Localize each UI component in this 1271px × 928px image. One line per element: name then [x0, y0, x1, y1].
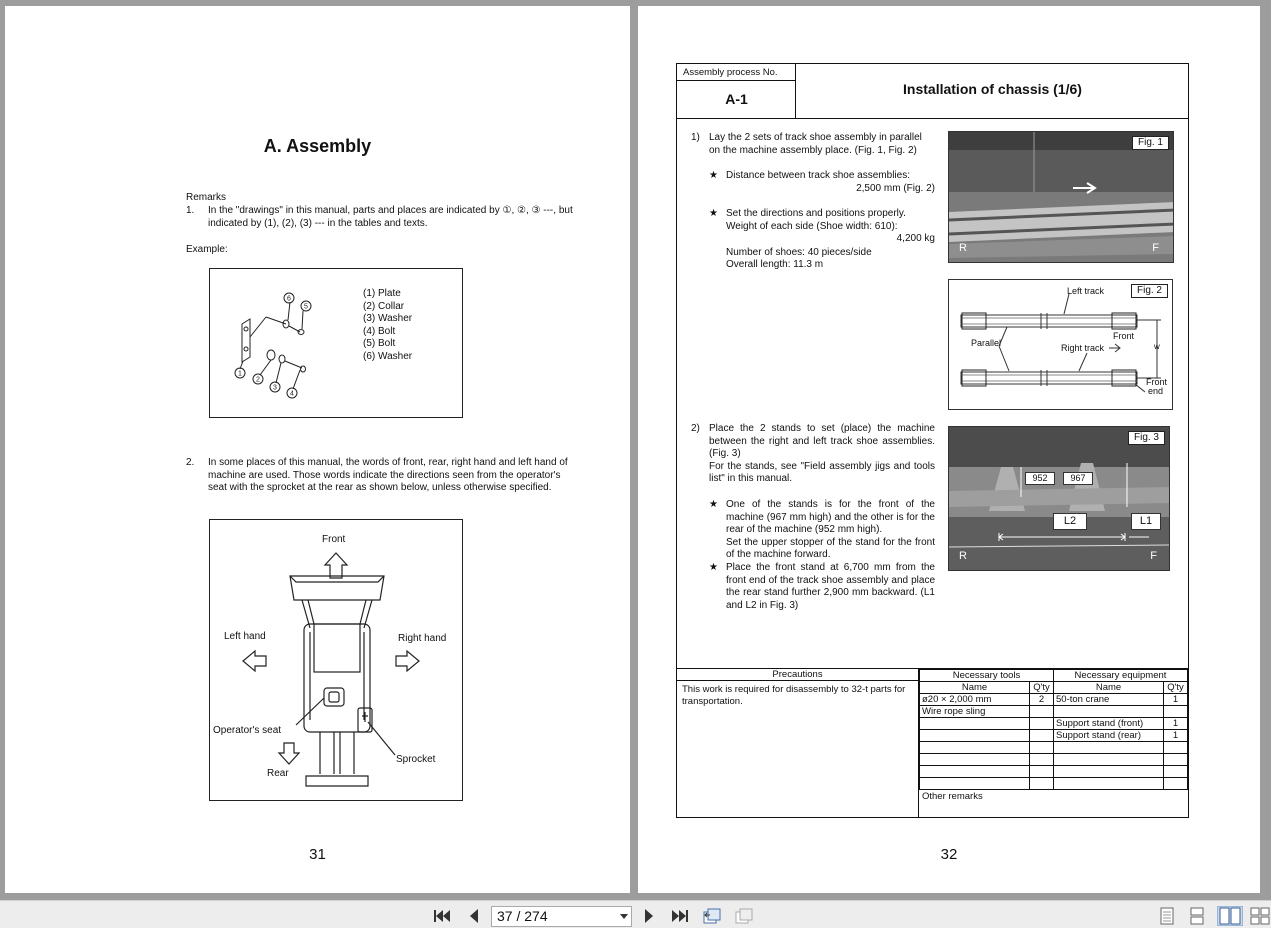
col-qty: Q'ty: [1030, 682, 1054, 694]
continuous-facing-icon: [1250, 907, 1270, 925]
table-row: [920, 694, 1188, 706]
col-name: Name: [1054, 682, 1164, 694]
step-1-note-1: [709, 170, 935, 195]
step-2-note-2: [709, 562, 935, 612]
last-page-icon: [671, 908, 689, 924]
process-number-cell: [677, 64, 796, 118]
continuous-facing-view-button[interactable]: [1250, 906, 1270, 926]
tool-name: ø20 × 2,000 mm: [920, 694, 1030, 706]
parts-drawing: [210, 269, 360, 417]
equipment-qty: [1164, 778, 1188, 790]
tool-qty: [1030, 730, 1054, 742]
l1-label: L1: [1131, 513, 1161, 530]
tool-qty: 2: [1030, 694, 1054, 706]
requirements-table: [919, 669, 1188, 790]
fig-1-label: Fig. 1: [1132, 136, 1169, 150]
first-page-icon: [433, 908, 451, 924]
equipment-name: [1054, 754, 1164, 766]
process-title: Installation of chassis (1/6): [903, 81, 1082, 97]
last-page-button[interactable]: [670, 906, 690, 926]
step-text: Lay the 2 sets of track shoe assembly in parallel on the machine assembly place. (Fig. 1, Fig. 2): [709, 132, 922, 156]
table-row: [920, 766, 1188, 778]
precautions-header: Precautions: [677, 669, 919, 681]
note-line: Place the front stand at 6,700 mm from the front end of the track shoe assembly and place the rear stand further 2,900 mm backward. (L1 and L2 in Fig. 3): [726, 562, 935, 611]
step-1: [691, 132, 935, 157]
viewer-toolbar: [0, 900, 1271, 928]
tool-qty: [1030, 706, 1054, 718]
table-row: [920, 754, 1188, 766]
callout-3: 3: [273, 384, 277, 392]
note-line: Set the directions and positions properly.: [726, 208, 906, 219]
fig-1-front-marker: F: [1152, 242, 1159, 254]
star-icon: ★: [709, 562, 718, 573]
equipment-name: Support stand (rear): [1054, 730, 1164, 742]
step-2-note-1: [709, 499, 935, 562]
label-operators-seat: Operator's seat: [213, 725, 282, 736]
note-line: One of the stands is for the front of the machine (967 mm high) and the other is for the rear of the machine (952 mm high).: [726, 499, 935, 535]
page-number: 32: [940, 846, 958, 863]
process-number: A-1: [725, 91, 748, 107]
single-page-view-button[interactable]: [1157, 906, 1177, 926]
fig-3-front-marker: F: [1150, 550, 1157, 562]
fig-2-diagram: [948, 279, 1173, 410]
part-item: (6) Washer: [363, 350, 413, 362]
note-line: Weight of each side (Shoe width: 610):: [726, 220, 898, 232]
step-number: 2): [691, 423, 700, 434]
left-track-label: Left track: [1067, 286, 1105, 296]
label-sprocket: Sprocket: [396, 754, 436, 765]
note-line: Set the upper stopper of the stand for the front of the machine forward.: [726, 536, 935, 560]
left-page: [5, 6, 630, 893]
tool-name: [920, 766, 1030, 778]
right-page: [638, 6, 1260, 893]
note-number: 1.: [186, 205, 195, 216]
part-item: (5) Bolt: [363, 338, 396, 350]
continuous-page-icon: [1190, 907, 1204, 925]
height-952-label: 952: [1025, 472, 1055, 485]
fig-1-rear-marker: R: [959, 242, 967, 254]
label-left-hand: Left hand: [224, 631, 266, 642]
label-front: Front: [322, 534, 346, 545]
tools-header: Necessary tools: [920, 670, 1054, 682]
table-row: [920, 730, 1188, 742]
note-line: Overall length: 11.3 m: [726, 259, 824, 270]
directions-figure: [209, 519, 463, 801]
fig-2-label: Fig. 2: [1131, 284, 1168, 298]
tool-name: [920, 730, 1030, 742]
forward-view-icon: [734, 907, 754, 925]
other-remarks: Other remarks: [922, 791, 983, 802]
stands-photo-drawing: [949, 427, 1170, 571]
note-text: In some places of this manual, the words of front, rear, right hand and left hand of machine are used. Those words indicate the directions seen from the operator's seat with the sprocket at the rear as shown below, unless otherwise specified.: [208, 457, 568, 493]
tool-qty: [1030, 766, 1054, 778]
callout-6: 6: [287, 295, 291, 303]
step-text: Place the 2 stands to set (place) the machine between the right and left track shoe assemblies. (Fig. 3): [709, 423, 935, 459]
callout-4: 4: [290, 390, 294, 398]
equipment-header: Necessary equipment: [1054, 670, 1188, 682]
note-line: 2,500 mm (Fig. 2): [856, 182, 935, 194]
width-label: w: [1154, 342, 1160, 351]
example-label: Example:: [186, 244, 228, 255]
assembly-process-sheet: [676, 63, 1189, 818]
equipment-qty: [1164, 742, 1188, 754]
next-page-button[interactable]: [639, 906, 659, 926]
front-end-line-2: end: [1148, 386, 1164, 396]
equipment-qty: 1: [1164, 718, 1188, 730]
equipment-qty: [1164, 766, 1188, 778]
fig-3-rear-marker: R: [959, 550, 967, 562]
callout-1: 1: [238, 370, 242, 378]
first-page-button[interactable]: [432, 906, 452, 926]
equipment-qty: 1: [1164, 730, 1188, 742]
label-rear: Rear: [267, 768, 289, 779]
callout-2: 2: [256, 376, 260, 384]
parts-list: [363, 288, 412, 364]
right-track-label: Right track: [1061, 343, 1105, 353]
equipment-name: [1054, 742, 1164, 754]
height-967-label: 967: [1063, 472, 1093, 485]
section-heading: A. Assembly: [263, 136, 372, 156]
note-number: 2.: [186, 457, 195, 468]
note-text: In the "drawings" in this manual, parts and places are indicated by ①, ②, ③ ---, but indicated by (1), (2), (3) --- in the tables and texts.: [208, 205, 573, 229]
remark-note-1: [186, 205, 581, 230]
tool-name: [920, 778, 1030, 790]
tool-qty: [1030, 718, 1054, 730]
page-number-value: 37 / 274: [497, 908, 548, 924]
process-number-label: Assembly process No.: [677, 64, 796, 81]
fig-3-photo: [948, 426, 1170, 571]
remarks-title: Remarks: [186, 192, 227, 203]
equipment-qty: 1: [1164, 694, 1188, 706]
part-item: (1) Plate: [363, 288, 401, 299]
col-qty: Q'ty: [1164, 682, 1188, 694]
remark-note-2: [186, 457, 581, 495]
part-item: (4) Bolt: [363, 325, 396, 337]
single-page-icon: [1160, 907, 1174, 925]
l2-label: L2: [1053, 513, 1087, 530]
tool-name: [920, 742, 1030, 754]
chevron-down-icon[interactable]: [620, 914, 628, 919]
precautions-text: This work is required for disassembly to 32-t parts for transportation.: [677, 681, 919, 817]
tool-name: [920, 718, 1030, 730]
equipment-qty: [1164, 706, 1188, 718]
callout-5: 5: [304, 303, 308, 311]
equipment-name: Support stand (front): [1054, 718, 1164, 730]
equipment-name: [1054, 766, 1164, 778]
table-row: [920, 706, 1188, 718]
step-text-2: For the stands, see "Field assembly jigs and tools list" in this manual.: [709, 460, 935, 484]
next-page-icon: [643, 908, 655, 924]
page-number-field[interactable]: [491, 906, 632, 927]
parts-example-figure: [209, 268, 463, 418]
facing-pages-icon: [1219, 907, 1241, 925]
part-item: (2) Collar: [363, 300, 405, 312]
table-row: [920, 718, 1188, 730]
tool-name: [920, 754, 1030, 766]
fig-1-photo: [948, 131, 1174, 263]
track-photo-drawing: [949, 132, 1174, 263]
front-label: Front: [1113, 331, 1135, 341]
tool-qty: [1030, 754, 1054, 766]
fig-3-label: Fig. 3: [1128, 431, 1165, 445]
tool-qty: [1030, 742, 1054, 754]
go-forward-view-button[interactable]: [734, 906, 754, 926]
table-title-row: [920, 670, 1188, 682]
table-col-header-row: [920, 682, 1188, 694]
requirements-area: [677, 668, 1188, 817]
part-item: (3) Washer: [363, 313, 413, 325]
equipment-name: [1054, 778, 1164, 790]
star-icon: ★: [709, 208, 718, 219]
front-end-label: [1146, 378, 1167, 396]
previous-page-icon: [468, 908, 480, 924]
note-line: 4,200 kg: [896, 233, 935, 244]
equipment-name: 50-ton crane: [1054, 694, 1164, 706]
note-line: Distance between track shoe assemblies:: [726, 170, 910, 181]
header-divider: [677, 118, 1188, 119]
table-row: [920, 778, 1188, 790]
equipment-qty: [1164, 754, 1188, 766]
star-icon: ★: [709, 170, 718, 181]
star-icon: ★: [709, 499, 718, 510]
back-view-icon: [702, 907, 722, 925]
continuous-view-button[interactable]: [1187, 906, 1207, 926]
equipment-name: [1054, 706, 1164, 718]
facing-view-button[interactable]: [1217, 906, 1243, 926]
go-back-view-button[interactable]: [702, 906, 722, 926]
page-number: 31: [309, 846, 326, 863]
table-row: [920, 742, 1188, 754]
tool-name: Wire rope sling: [920, 706, 1030, 718]
tool-qty: [1030, 778, 1054, 790]
label-right-hand: Right hand: [398, 633, 447, 644]
previous-page-button[interactable]: [464, 906, 484, 926]
note-line: Number of shoes: 40 pieces/side: [726, 246, 872, 258]
col-name: Name: [920, 682, 1030, 694]
step-number: 1): [691, 132, 700, 143]
step-2: [691, 423, 935, 486]
parallel-label: Parallel: [971, 338, 1002, 348]
step-1-note-2: [709, 208, 935, 272]
front-end-line-1: Front: [1146, 377, 1168, 387]
